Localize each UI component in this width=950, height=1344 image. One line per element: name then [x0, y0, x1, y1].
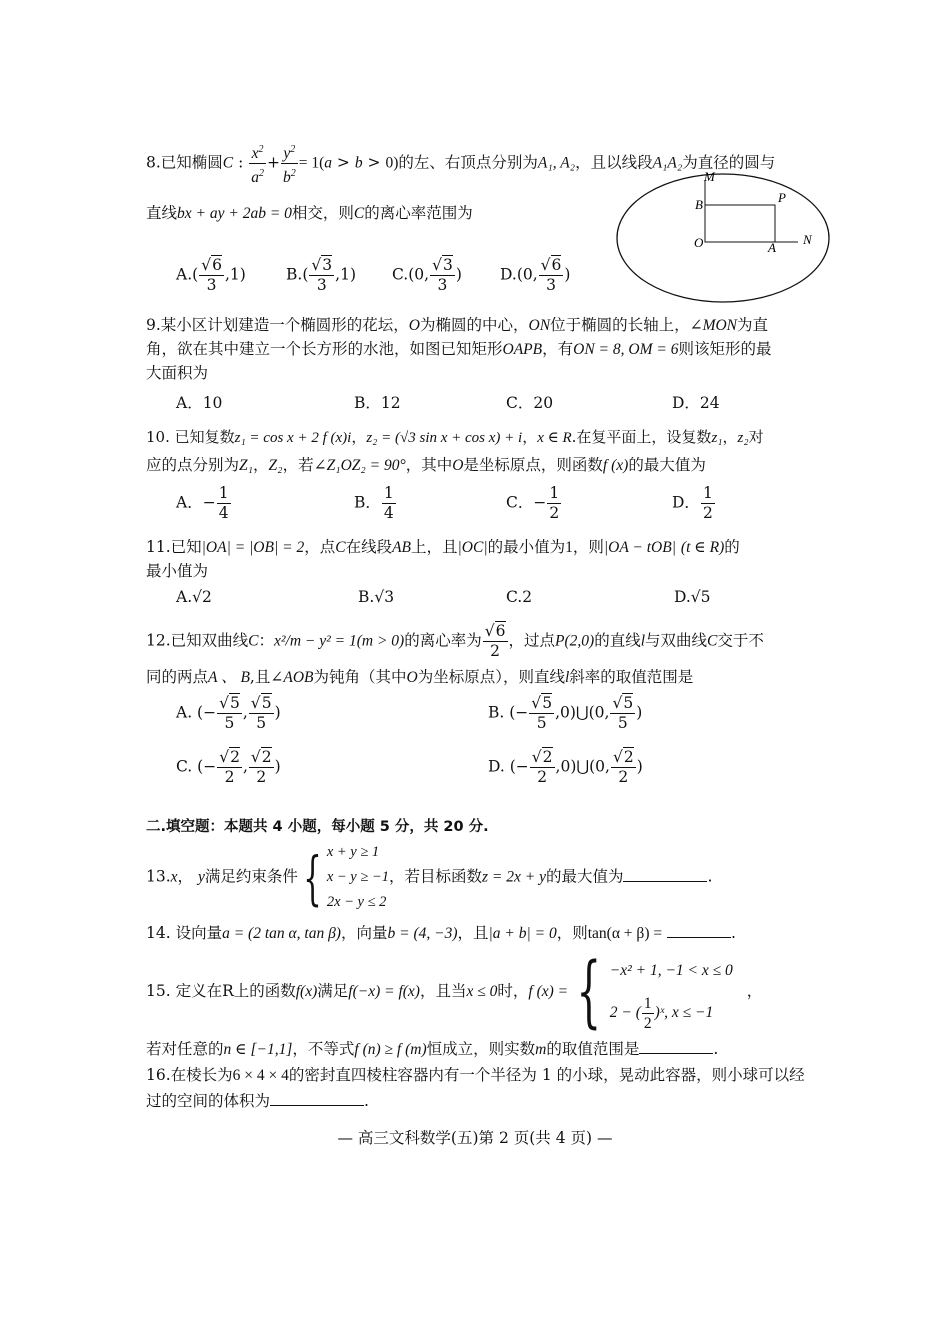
q12-line1: 12.已知双曲线C：x²/m − y² = 1(m > 0)的离心率为 $\frac{√6}{2}$ ，过点P(2,0)的直线l与双曲线C交于不 [146, 622, 764, 660]
piecewise-cases: −x² + 1, −1 < x ≤ 0 2 − ( $\frac{1}{2}$ )ˣ, x ≤ −1 [609, 962, 733, 1032]
vector-b: b = (4, −3) [387, 925, 458, 942]
label-m: M [704, 169, 715, 184]
q9-line1: 9.某小区计划建造一个椭圆形的花坛，O为椭圆的中心，ON位于椭圆的长轴上，∠MON为直 [146, 316, 769, 334]
q16-line1: 16.在棱长为6 × 4 × 4的密封直四棱柱容器内有一个半径为 1 的小球，晃动此容器，则小球可以经 [146, 1066, 805, 1084]
q8-line-eq: bx + ay + 2ab = 0 [177, 205, 292, 222]
q13-answer-blank[interactable] [623, 881, 707, 882]
q8-line2: 直线bx + ay + 2ab = 0相交，则C的离心率范围为 [146, 204, 473, 222]
rectangle-oapb [705, 205, 775, 242]
constraint-system: x + y ≥ 1 x − y ≥ −1 2x − y ≤ 2 [326, 844, 389, 910]
q9-option-a[interactable]: A．10 [176, 394, 223, 412]
q9-option-b[interactable]: B．12 [354, 394, 401, 412]
q9-option-d[interactable]: D．24 [672, 394, 720, 412]
left-brace-icon-2: { [576, 947, 602, 1037]
label-b: B [695, 197, 703, 212]
label-p: P [778, 190, 786, 205]
q16-line2: 过的空间的体积为 . [146, 1092, 369, 1110]
q8-frac-y: $\frac{y^2}{b^2}$ [281, 140, 298, 187]
q11-option-c[interactable]: C.2 [506, 588, 533, 606]
q11-line2: 最小值为 [146, 562, 209, 580]
q11-option-d[interactable]: D.√5 [674, 588, 711, 606]
q12-line2: 同的两点A 、 B,且∠AOB为钝角（其中O为坐标原点），则直线l斜率的取值范围是 [146, 668, 694, 686]
q10-line2: 应的点分别为Z₁，Z₂，若∠Z₁OZ₂ = 90°，其中O是坐标原点，则函数f (x)的最大值为 [146, 456, 706, 474]
page-footer: — 高三文科数学(五)第 2 页(共 4 页) — [337, 1129, 613, 1147]
q15-line1: 15. 定义在R上的函数f(x)满足f(−x) = f(x)，且当x ≤ 0时，f (x) = { −x² + 1, −1 < x ≤ 0 2 − ( $\frac{1}{2}$ )ˣ, x ≤ −1 ， [146, 947, 763, 1037]
ellipse-shape [617, 174, 829, 302]
q10-option-a[interactable]: A．− $\frac{1}{4}$ [176, 484, 229, 522]
vector-a: a = (2 tan α, tan β) [222, 925, 341, 942]
q11-option-a[interactable]: A.√2 [176, 588, 212, 606]
q11-option-b[interactable]: B.√3 [358, 588, 395, 606]
q14-answer-blank[interactable] [667, 937, 731, 938]
q16-answer-blank[interactable] [270, 1105, 364, 1106]
q12-option-b[interactable]: B. (− $\frac{√5}{5}$ ,0)⋃(0, $\frac{√5}{5}$ ) [488, 694, 643, 732]
q9-line3: 大面积为 [146, 364, 209, 382]
q13-line: 13.x， y满足约束条件{ x + y ≥ 1 x − y ≥ −1 2x − y ≤ 2 ，若目标函数z = 2x + y的最大值为 . [146, 840, 712, 915]
q12-option-a[interactable]: A. (− $\frac{√5}{5}$ , $\frac{√5}{5}$ ) [176, 694, 281, 732]
q8-option-d[interactable]: D.(0, $\frac{√6}{3}$ ) [500, 256, 571, 294]
q10-option-c[interactable]: C．− $\frac{1}{2}$ [506, 484, 560, 522]
q9-line2: 角，欲在其中建立一个长方形的水池，如图已知矩形OAPB，有ON = 8, OM = 6则该矩形的最 [146, 340, 772, 358]
left-brace-icon: { [303, 843, 322, 912]
q8-option-a[interactable]: A.( $\frac{√6}{3}$ ,1) [176, 256, 246, 294]
q15-line2: 若对任意的n ∈ [−1,1]，不等式f (n) ≥ f (m)恒成立，则实数m的取值范围是 . [146, 1040, 719, 1058]
q8-line1: 8.已知椭圆C : $\frac{x^2}{a^2}$ + $\frac{y^2}{b^2}$ = 1(a > b > 0)的左、右顶点分别为A₁, A₂，且以线段A₁A₂为直径的圆与 [146, 140, 775, 187]
q10-option-b[interactable]: B． $\frac{1}{4}$ [354, 484, 394, 522]
q9-option-c[interactable]: C．20 [506, 394, 554, 412]
label-n: N [803, 232, 812, 247]
q10-line1: 10. 已知复数z₁ = cos x + 2 f (x)i，z₂ = (√3 sin x + cos x) + i，x ∈ R.在复平面上，设复数z₁，z₂对 [146, 428, 764, 446]
q15-answer-blank[interactable] [639, 1053, 713, 1054]
section-fill-in-header: 二.填空题：本题共 4 小题，每小题 5 分，共 20 分. [146, 819, 489, 835]
q14-line: 14. 设向量a = (2 tan α, tan β)，向量b = (4, −3)，且|a + b| = 0，则tan(α + β) = . [146, 924, 736, 942]
q8-vertices: A₁, A₂ [537, 154, 576, 172]
label-a: A [768, 240, 776, 255]
q12-option-c[interactable]: C. (− $\frac{√2}{2}$ , $\frac{√2}{2}$ ) [176, 748, 281, 786]
q8-option-c[interactable]: C.(0, $\frac{√3}{3}$ ) [392, 256, 462, 294]
q8-option-b[interactable]: B.( $\frac{√3}{3}$ ,1) [286, 256, 356, 294]
q8-frac-x: $\frac{x^2}{a^2}$ [249, 140, 266, 187]
q11-line1: 11.已知|OA| = |OB| = 2，点C在线段AB上，且|OC|的最小值为1，则|OA − tOB| (t ∈ R)的 [146, 538, 740, 556]
q12-option-d[interactable]: D. (− $\frac{√2}{2}$ ,0)⋃(0, $\frac{√2}{2}$ ) [488, 748, 643, 786]
q12-equation: x²/m − y² = 1(m > 0) [274, 632, 405, 650]
label-o: O [694, 235, 704, 250]
ellipse-figure [610, 160, 850, 310]
q10-option-d[interactable]: D． $\frac{1}{2}$ [672, 484, 713, 522]
q8-prefix: 8.已知椭圆 [146, 153, 223, 172]
